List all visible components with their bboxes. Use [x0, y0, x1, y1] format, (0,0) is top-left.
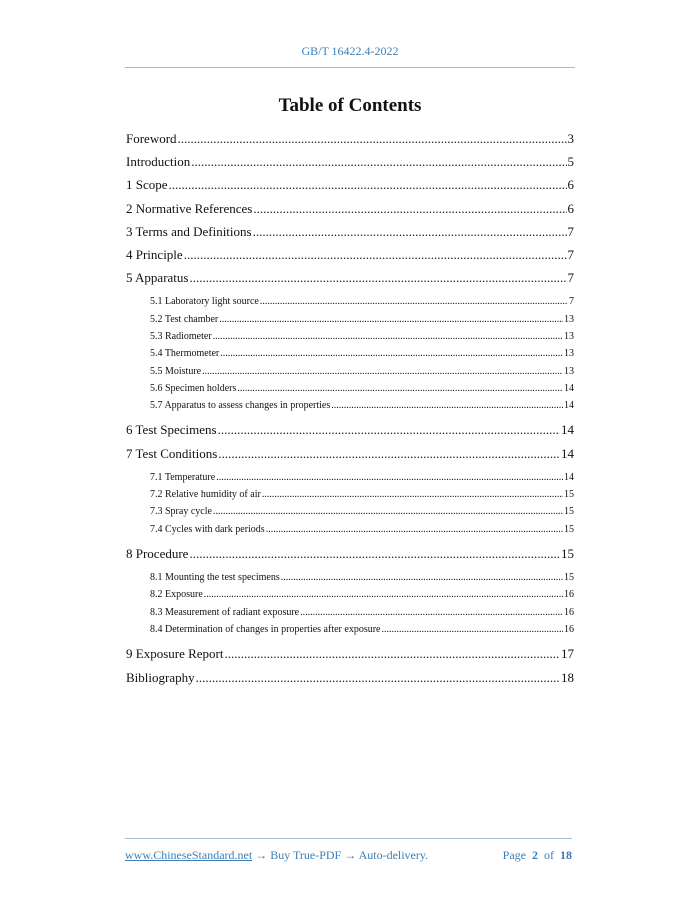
toc-entry-label: 7 Test Conditions — [126, 445, 218, 461]
toc-entry-page: 16 — [564, 624, 574, 636]
dot-leader — [260, 293, 568, 310]
toc-entry-label: 7.2 Relative humidity of air — [150, 489, 261, 501]
toc-entry[interactable] — [126, 345, 574, 362]
page-title: Table of Contents — [278, 95, 422, 116]
toc-entry-page: 15 — [564, 489, 574, 501]
toc-entry-page: 13 — [564, 313, 574, 325]
toc-entry[interactable] — [126, 380, 574, 397]
toc-entry-label: 8 Procedure — [126, 545, 189, 561]
footer-tagline: → Buy True-PDF → Auto-delivery. — [252, 848, 429, 862]
dot-leader — [191, 150, 566, 173]
toc-entry[interactable] — [126, 586, 574, 603]
toc-entry-page: 6 — [567, 177, 574, 193]
toc-entry-page: 13 — [564, 348, 574, 360]
toc-entry-label: 8.2 Exposure — [150, 589, 203, 601]
toc-entry-label: 8.3 Measurement of radiant exposure — [150, 606, 300, 618]
toc-entry-label: 5 Apparatus — [126, 270, 189, 286]
toc-entry-label: 9 Exposure Report — [126, 646, 224, 662]
toc-entry[interactable] — [126, 197, 574, 220]
toc-entry[interactable] — [126, 150, 574, 173]
toc-entry-label: 7.4 Cycles with dark periods — [150, 523, 265, 535]
toc-entry-page: 17 — [561, 646, 574, 662]
dot-leader — [204, 586, 563, 603]
toc-entry-label: 6 Test Specimens — [126, 422, 217, 438]
toc-entry-page: 13 — [564, 365, 574, 377]
page-prefix: Page — [502, 848, 526, 862]
toc-entry[interactable] — [126, 311, 574, 328]
dot-leader — [169, 173, 567, 196]
toc-entry-label: 3 Terms and Definitions — [126, 223, 252, 239]
toc-entry[interactable] — [126, 266, 574, 289]
toc-entry-page: 14 — [561, 422, 574, 438]
dot-leader — [219, 311, 563, 328]
toc-entry-page: 15 — [561, 545, 574, 561]
dot-leader — [218, 442, 560, 465]
toc-entry-label: 5.6 Specimen holders — [150, 382, 237, 394]
dot-leader — [216, 469, 563, 486]
toc-entry-label: 2 Normative References — [126, 200, 253, 216]
toc-entry[interactable] — [126, 604, 574, 621]
dot-leader — [237, 380, 563, 397]
toc-entry-page: 14 — [564, 400, 574, 412]
toc-entry[interactable] — [126, 220, 574, 243]
toc-entry-label: 5.2 Test chamber — [150, 313, 219, 325]
toc-entry-page: 15 — [564, 572, 574, 584]
toc-entry-page: 6 — [567, 200, 574, 216]
toc-entry-label: Introduction — [126, 154, 191, 170]
toc-entry-label: Foreword — [126, 131, 177, 146]
dot-leader — [381, 621, 563, 638]
toc-entry-page: 7 — [567, 246, 574, 262]
dot-leader — [218, 418, 560, 441]
toc-entry[interactable] — [126, 642, 574, 665]
footer — [125, 848, 572, 863]
toc-entry[interactable] — [126, 521, 574, 538]
toc-entry[interactable] — [126, 397, 574, 414]
toc-entry-label: 1 Scope — [126, 177, 168, 193]
toc-entry-page: 18 — [561, 669, 574, 685]
toc-entry[interactable] — [126, 621, 574, 638]
dot-leader — [266, 521, 563, 538]
dot-leader — [213, 328, 563, 345]
toc-entry[interactable] — [126, 666, 574, 689]
toc-entry[interactable] — [126, 363, 574, 380]
toc-entry-page: 5 — [567, 154, 574, 170]
toc-entry-label: 4 Principle — [126, 246, 183, 262]
toc-entry[interactable] — [126, 503, 574, 520]
toc-entry-page: 14 — [564, 471, 574, 483]
dot-leader — [178, 127, 567, 150]
toc-entry-label: 5.7 Apparatus to assess changes in properties — [150, 400, 331, 412]
toc-entry[interactable] — [126, 293, 574, 310]
toc-entry-page: 7 — [567, 223, 574, 239]
toc-entry[interactable] — [126, 442, 574, 465]
toc-entry-page: 15 — [564, 506, 574, 518]
dot-leader — [224, 642, 560, 665]
dot-leader — [331, 397, 563, 414]
toc-entry-label: Bibliography — [126, 669, 195, 685]
toc-entry-page: 3 — [567, 131, 574, 146]
toc-entry-page: 15 — [564, 523, 574, 535]
toc-entry-page: 16 — [564, 589, 574, 601]
dot-leader — [189, 542, 560, 565]
dot-leader — [184, 243, 567, 266]
toc-entry-page: 7 — [567, 270, 574, 286]
dot-leader — [196, 666, 560, 689]
toc-entry[interactable] — [126, 127, 574, 150]
footer-divider — [125, 838, 572, 839]
dot-leader — [300, 604, 563, 621]
toc-entry[interactable] — [126, 486, 574, 503]
page-of: of — [544, 848, 554, 862]
toc-entry[interactable] — [126, 173, 574, 196]
page-total: 18 — [560, 848, 572, 862]
toc-entry-page: 7 — [569, 296, 574, 308]
toc-entry-label: 7.3 Spray cycle — [150, 506, 212, 518]
toc-entry[interactable] — [126, 243, 574, 266]
toc-entry-label: 5.3 Radiometer — [150, 330, 212, 342]
dot-leader — [262, 486, 563, 503]
website-link[interactable]: www.ChineseStandard.net — [125, 848, 253, 862]
toc-entry-page: 14 — [561, 445, 574, 461]
toc-entry-page: 13 — [564, 330, 574, 342]
page-indicator — [503, 848, 572, 863]
table-of-contents — [126, 127, 574, 689]
footer-promo — [125, 848, 428, 863]
toc-entry[interactable] — [126, 328, 574, 345]
toc-entry-page: 16 — [564, 606, 574, 618]
page-current: 2 — [532, 848, 538, 862]
dot-leader — [253, 220, 567, 243]
dot-leader — [202, 363, 563, 380]
dot-leader — [213, 503, 563, 520]
toc-entry[interactable] — [126, 469, 574, 486]
toc-entry[interactable] — [126, 569, 574, 586]
toc-entry-label: 8.4 Determination of changes in properties after exposure — [150, 624, 381, 636]
toc-entry-label: 5.5 Moisture — [150, 365, 202, 377]
toc-entry-page: 14 — [564, 382, 574, 394]
toc-entry-label: 8.1 Mounting the test specimens — [150, 572, 280, 584]
dot-leader — [220, 345, 563, 362]
dot-leader — [253, 197, 566, 220]
toc-entry-label: 5.1 Laboratory light source — [150, 296, 259, 308]
dot-leader — [189, 266, 566, 289]
toc-entry-label: 7.1 Temperature — [150, 471, 216, 483]
toc-entry[interactable] — [126, 418, 574, 441]
running-header: GB/T 16422.4-2022 — [301, 44, 399, 58]
header-divider — [125, 67, 575, 68]
dot-leader — [281, 569, 563, 586]
toc-entry-label: 5.4 Thermometer — [150, 348, 220, 360]
toc-entry[interactable] — [126, 542, 574, 565]
